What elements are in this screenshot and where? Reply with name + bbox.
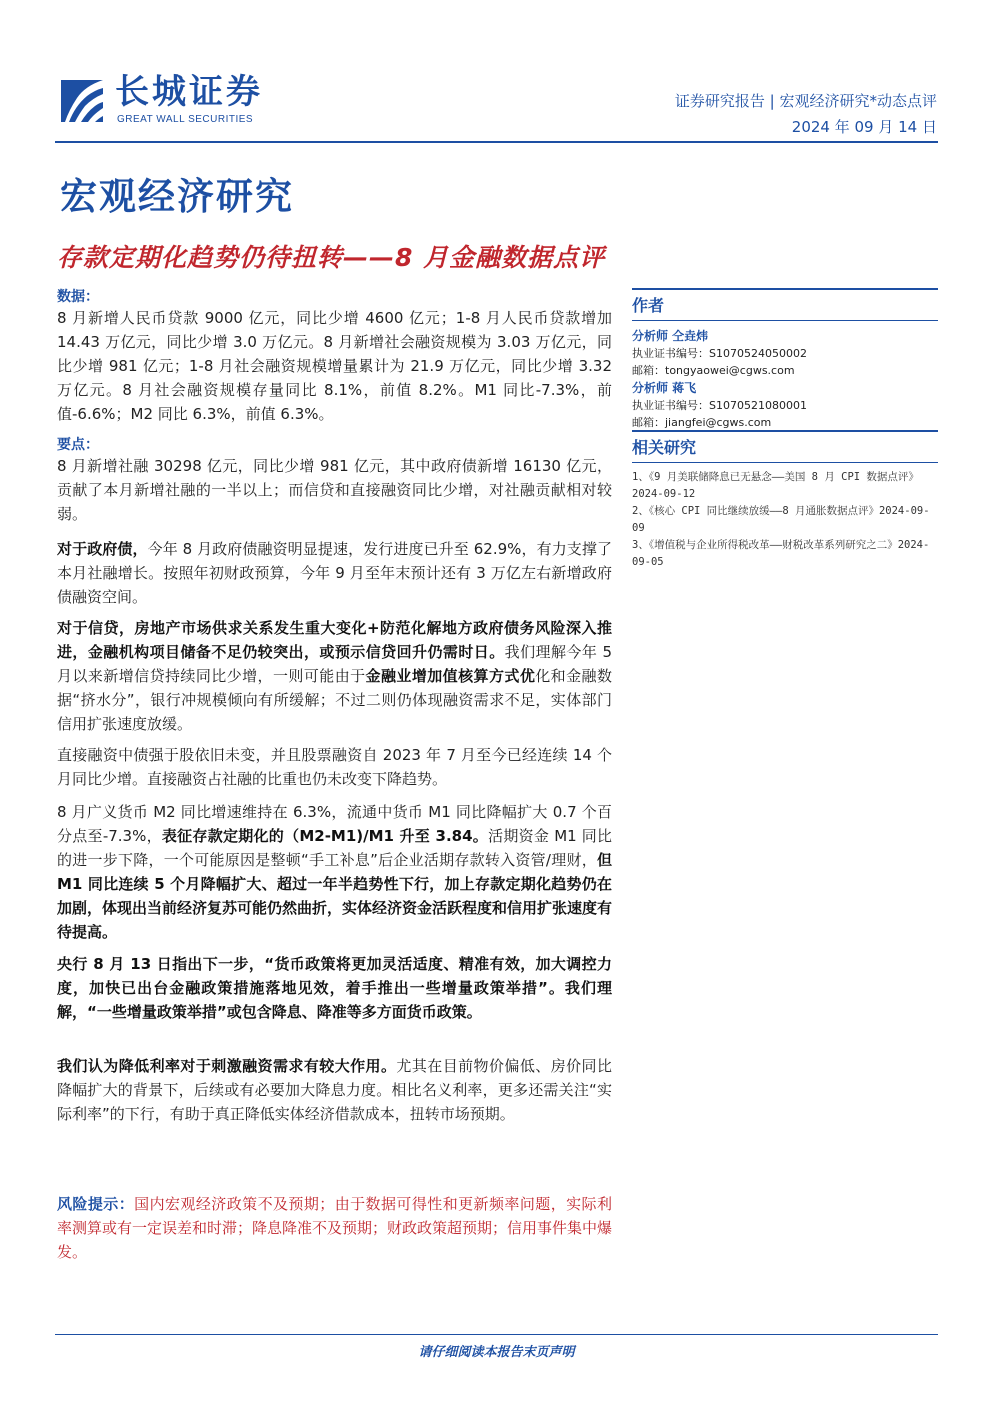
point-7-body: 尤其在目前物价偏低、房价同比降幅扩大的背景下，后续或有必要加大降息力度。相比名义利率，更多还需关注“实际利率”的下行，有助于真正降低实体经济借款成本，扭转市场预期。 xyxy=(57,1057,612,1123)
point-5-b: 活期资金 M1 同比的进一步下降，一个可能原因是整顿“手工补息”后企业活期存款转入资管/理财， xyxy=(57,827,613,869)
header-divider xyxy=(55,141,938,143)
authors-header: 作者 xyxy=(632,288,938,321)
point-3-body: 化和金融数据“挤水分”，银行冲规模倾向有所缓解；不过二则仍体现融资需求不足，实体部门信用扩张速度放缓。 xyxy=(57,667,612,733)
risk-section xyxy=(57,1192,612,1264)
point-5-emphasis-2: 但 M1 同比连续 5 个月降幅扩大、超过一年半趋势性下行，加上存款定期化趋势仍在加剧，体现出当前经济复苏可能仍然曲折，实体经济资金活跃程度和信用扩张速度有待提高。 xyxy=(57,851,613,941)
brand-name-cn: 长城证券 xyxy=(115,72,263,112)
related-item[interactable]: 1、《9 月美联储降息已无悬念——美国 8 月 CPI 数据点评》2024-09-12 xyxy=(632,471,919,500)
point-3-lead: 对于信贷，房地产市场供求关系发生重大变化+防范化解地方政府债务风险深入推进，金融机构项目储备不足仍较突出，或预示信贷回升仍需时日。 xyxy=(57,619,612,661)
point-paragraph-2 xyxy=(57,537,612,609)
point-7-lead: 我们认为降低利率对于刺激融资需求有较大作用。 xyxy=(57,1057,397,1075)
point-paragraph-7 xyxy=(57,1054,612,1126)
data-text: 8 月新增人民币贷款 9000 亿元，同比少增 4600 亿元；1-8 月人民币贷款增加 14.43 万亿元，同比少增 3.0 万亿元。8 月新增社会融资规模为 3.03 万亿元，同比少增 981 亿元；1-8 月社会融资规模增量累计为 21.9 万亿元，同比少增 3.32 万亿元。8 月社会融资规模存量同比 8.1%，前值 8.2%。M1 同比-7.3%，前值-6.6%；M2 同比 6.3%，前值 6.3%。 xyxy=(57,309,612,423)
point-2-body: 今年 8 月政府债融资明显提速，发行进度已升至 62.9%，有力支撑了本月社融增长。按照年初财政预算，今年 9 月至年末预计还有 3 万亿左右新增政府债融资空间。 xyxy=(57,540,612,606)
analyst-name: 分析师 蒋飞 xyxy=(632,381,697,395)
related-item[interactable]: 3、《增值税与企业所得税改革——财税改革系列研究之二》2024-09-05 xyxy=(632,539,930,568)
footer-divider xyxy=(55,1334,938,1335)
analyst-email[interactable]: 邮箱：tongyaowei@cgws.com xyxy=(632,364,795,377)
author-card xyxy=(632,327,938,379)
risk-text: 国内宏观经济政策不及预期；由于数据可得性和更新频率问题，实际利率测算或有一定误差和时滞；降息降准不及预期；财政政策超预期；信用事件集中爆发。 xyxy=(57,1195,613,1261)
related-header: 相关研究 xyxy=(632,430,938,463)
point-6-text: 央行 8 月 13 日指出下一步，“货币政策将更加灵活适度、精准有效，加大调控力度，加快已出台金融政策措施落地见效，着手推出一些增量政策举措”。我们理解，“一些增量政策举措”或包含降息、降准等多方面货币政策。 xyxy=(57,955,612,1021)
analyst-license: 执业证书编号：S1070524050002 xyxy=(632,347,807,360)
point-paragraph-6 xyxy=(57,952,612,1024)
data-label: 数据： xyxy=(57,289,99,305)
points-section xyxy=(57,434,612,526)
point-paragraph-5 xyxy=(57,800,612,944)
point-paragraph-3 xyxy=(57,616,612,736)
data-section xyxy=(57,286,612,426)
related-item[interactable]: 2、《核心 CPI 同比继续放缓——8 月通胀数据点评》2024-09-09 xyxy=(632,505,930,534)
report-title: 存款定期化趋势仍待扭转——8 月金融数据点评 xyxy=(57,243,606,272)
points-label: 要点： xyxy=(57,437,99,453)
author-card xyxy=(632,379,938,431)
analyst-license: 执业证书编号：S1070521080001 xyxy=(632,399,807,412)
authors-panel xyxy=(632,288,938,431)
analyst-name: 分析师 仝垚炜 xyxy=(632,329,709,343)
section-title: 宏观经济研究 xyxy=(60,174,294,218)
point-2-lead: 对于政府债， xyxy=(57,540,148,558)
brand-name-en: GREAT WALL SECURITIES xyxy=(117,114,254,125)
risk-label: 风险提示： xyxy=(57,1195,135,1213)
point-paragraph-1: 8 月新增社融 30298 亿元，同比少增 981 亿元，其中政府债新增 16130 亿元，贡献了本月新增社融的一半以上；而信贷和直接融资同比少增，对社融贡献相对较弱。 xyxy=(57,457,612,523)
point-5-a: 8 月广义货币 M2 同比增速维持在 6.3%，流通中货币 M1 同比降幅扩大 0.7 个百分点至-7.3%， xyxy=(57,803,612,845)
company-logo-icon xyxy=(55,72,109,126)
report-type: 证券研究报告 | 宏观经济研究*动态点评 xyxy=(674,92,937,110)
point-5-emphasis-1: 表征存款定期化的（M2-M1)/M1 升至 3.84。 xyxy=(161,827,489,845)
related-research-panel xyxy=(632,430,938,571)
point-3-mid: 我们理解今年 5 月以来新增信贷持续同比少增，一则可能由于 xyxy=(57,643,613,685)
footer-disclaimer: 请仔细阅读本报告末页声明 xyxy=(418,1345,575,1360)
point-4-text: 直接融资中债强于股依旧未变，并且股票融资自 2023 年 7 月至今已经连续 14 个月同比少增。直接融资占社融的比重也仍未改变下降趋势。 xyxy=(57,746,612,788)
report-date: 2024 年 09 月 14 日 xyxy=(791,118,937,136)
point-paragraph-4 xyxy=(57,743,612,791)
analyst-email[interactable]: 邮箱：jiangfei@cgws.com xyxy=(632,416,772,429)
point-3-emphasis: 金融业增加值核算方式优 xyxy=(365,667,536,685)
